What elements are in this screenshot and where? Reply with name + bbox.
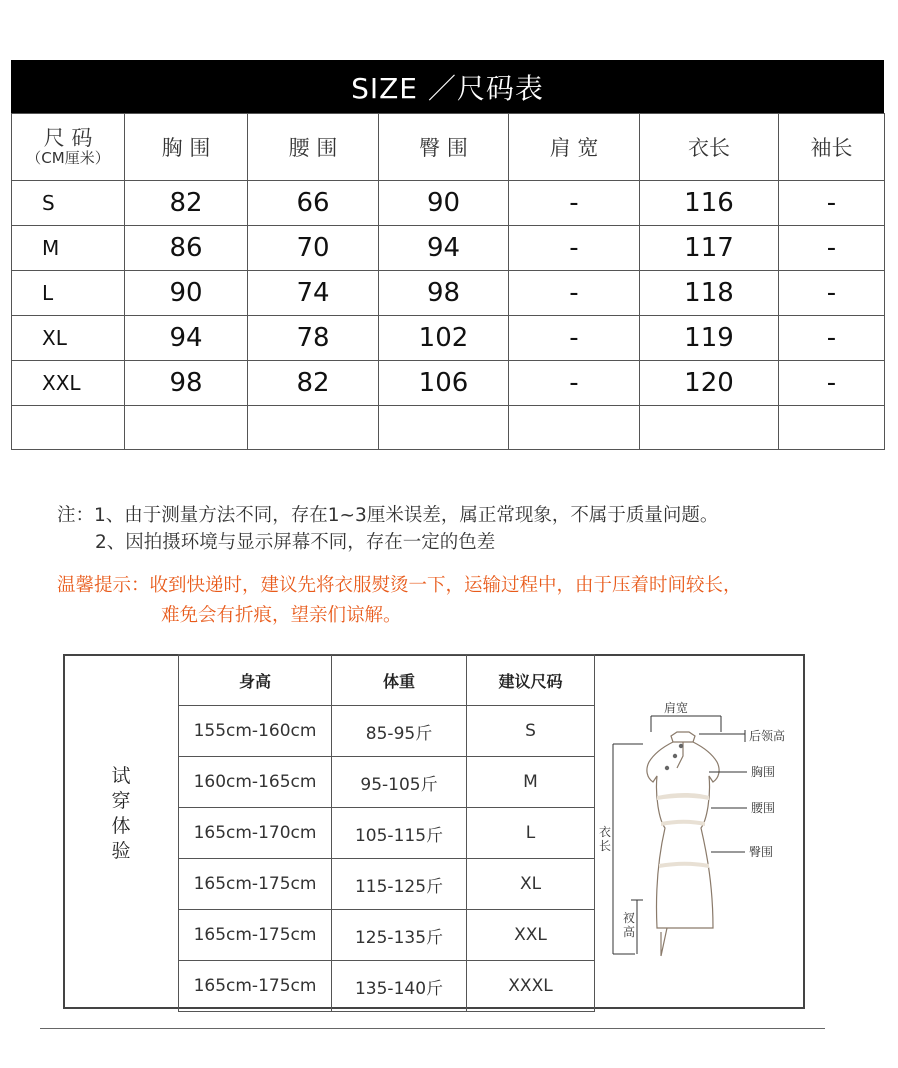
tryon-panel [63,654,805,1009]
table-row [179,757,595,808]
height-cell: 155cm-160cm [179,706,332,757]
empty-row [12,406,885,450]
warm-tips [57,571,742,631]
suggested-size-cell: S [467,706,595,757]
header-suggested-size: 建议尺码 [467,655,595,706]
tryon-label-char: 穿 [111,790,131,812]
table-row [179,859,595,910]
height-cell: 165cm-175cm [179,910,332,961]
weight-cell: 95-105斤 [332,757,467,808]
header-size [12,114,125,181]
hip-cell: 94 [379,226,509,271]
tryon-label-char: 验 [111,840,131,862]
suggested-size-cell: XXXL [467,961,595,1012]
empty-cell [248,406,379,450]
size-cell: S [12,181,125,226]
measurement-notes [57,502,718,556]
header-size-unit: （CM厘米） [26,149,110,168]
empty-cell [779,406,885,450]
table-row [179,808,595,859]
table-row [179,961,595,1012]
empty-cell [509,406,640,450]
label-length-2: 长 [599,839,612,853]
hip-cell: 98 [379,271,509,316]
sleeve-cell: - [779,361,885,406]
length-cell: 120 [640,361,779,406]
bust-cell: 86 [125,226,248,271]
header-waist: 腰 围 [248,114,379,181]
size-chart-header-row [12,114,885,181]
tryon-label-char: 体 [111,815,131,837]
size-cell: XL [12,316,125,361]
size-cell: M [12,226,125,271]
weight-cell: 85-95斤 [332,706,467,757]
tip-line-2: 难免会有折痕，望亲们谅解。 [161,605,402,626]
table-row [12,226,885,271]
weight-cell: 125-135斤 [332,910,467,961]
waist-cell: 74 [248,271,379,316]
sleeve-cell: - [779,226,885,271]
bottom-divider [40,1028,825,1029]
weight-cell: 135-140斤 [332,961,467,1012]
shoulder-cell: - [509,271,640,316]
header-weight: 体重 [332,655,467,706]
length-cell: 118 [640,271,779,316]
table-row [12,316,885,361]
hip-cell: 90 [379,181,509,226]
tryon-label-char: 试 [111,765,131,787]
height-cell: 165cm-175cm [179,859,332,910]
length-cell: 117 [640,226,779,271]
header-sleeve: 袖长 [779,114,885,181]
header-length: 衣长 [640,114,779,181]
waist-cell: 82 [248,361,379,406]
suggested-size-cell: XXL [467,910,595,961]
waist-cell: 66 [248,181,379,226]
label-length-1: 衣 [599,825,612,839]
label-waist: 腰围 [751,801,776,815]
header-bust: 胸 围 [125,114,248,181]
weight-cell: 105-115斤 [332,808,467,859]
waist-cell: 78 [248,316,379,361]
header-hip: 臀 围 [379,114,509,181]
tryon-table [178,654,595,1012]
label-bust: 胸围 [751,765,776,779]
size-chart-title: SIZE ／尺码表 [11,60,884,113]
bust-cell: 94 [125,316,248,361]
shoulder-cell: - [509,361,640,406]
bust-cell: 82 [125,181,248,226]
table-row [12,181,885,226]
weight-cell: 115-125斤 [332,859,467,910]
height-cell: 160cm-165cm [179,757,332,808]
label-shoulder: 肩宽 [664,701,689,715]
height-cell: 165cm-170cm [179,808,332,859]
suggested-size-cell: L [467,808,595,859]
label-back-collar: 后领高 [749,729,786,743]
label-slit-1: 衩 [623,911,636,925]
dress-silhouette-icon [647,732,719,956]
shoulder-cell: - [509,226,640,271]
hip-cell: 106 [379,361,509,406]
table-row [12,361,885,406]
bust-cell: 90 [125,271,248,316]
empty-cell [379,406,509,450]
table-row [179,910,595,961]
sleeve-cell: - [779,271,885,316]
shoulder-cell: - [509,316,640,361]
header-size-label: 尺 码 [43,126,93,151]
note-line-2: 2、因拍摄环境与显示屏幕不同，存在一定的色差 [95,532,496,553]
tryon-label [107,764,135,864]
bust-cell: 98 [125,361,248,406]
table-row [12,271,885,316]
tryon-header-row [179,655,595,706]
length-cell: 116 [640,181,779,226]
sleeve-cell: - [779,181,885,226]
header-height: 身高 [179,655,332,706]
size-cell: XXL [12,361,125,406]
hip-cell: 102 [379,316,509,361]
size-cell: L [12,271,125,316]
suggested-size-cell: XL [467,859,595,910]
tip-line-1: 温馨提示：收到快递时，建议先将衣服熨烫一下，运输过程中，由于压着时间较长， [57,575,742,596]
header-shoulder: 肩 宽 [509,114,640,181]
height-cell: 165cm-175cm [179,961,332,1012]
table-row [179,706,595,757]
qipao-measurement-diagram [595,696,803,966]
empty-cell [640,406,779,450]
label-hip: 臀围 [749,845,774,859]
note-line-1: 注：1、由于测量方法不同，存在1~3厘米误差，属正常现象，不属于质量问题。 [57,505,719,526]
sleeve-cell: - [779,316,885,361]
size-chart-table [11,113,885,450]
shoulder-cell: - [509,181,640,226]
waist-cell: 70 [248,226,379,271]
empty-cell [12,406,125,450]
label-slit-2: 高 [623,925,636,939]
empty-cell [125,406,248,450]
suggested-size-cell: M [467,757,595,808]
length-cell: 119 [640,316,779,361]
